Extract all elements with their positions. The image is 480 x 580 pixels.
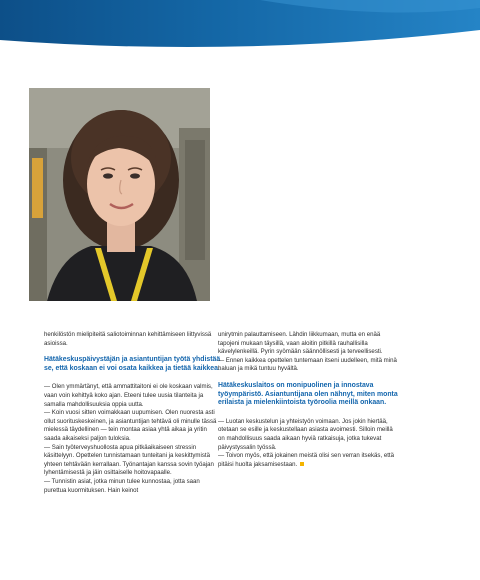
right-paragraph-2: — Ennen kaikkea opettelen tuntemaan itseni uudelleen, mitä minä haluan ja mikä tuntuu hyvältä. <box>218 356 397 373</box>
left-heading: Hätäkeskuspäivystäjän ja asiantuntijan työtä yhdistää se, että koskaan ei voi osata kaikkea ja tietää kaikkea. <box>44 356 221 372</box>
right-paragraph-1: unirytmin palauttamiseen. Lähdin liikkumaan, mutta en enää tapojeni mukaan täysillä, vaan aloitin pitkillä rauhallisilla kävelylenkeillä. Pyrin syömään säännöllisesti ja terveellisesti. <box>218 331 383 356</box>
band-decoration <box>0 0 480 52</box>
intro-text: henkilöstön mielipiteitä saliotoiminnan kehittämiseen liittyvissä asioissa. <box>44 331 212 347</box>
right-paragraph-3: — Luotan keskustelun ja yhteistyön voimaan. Jos jokin hiertää, otetaan se esille ja keskustellaan asiasta avoimesti. Silloin meillä on mahdollisuus saada aikaan hyviä ratkaisuja, jotka tukevat päivystyssalin työssä. <box>218 417 393 451</box>
left-paragraph-4: — Tunnistin asiat, jotka minun tulee kunnostaa, jotta saan purettua kuormituksen. Hain keinot <box>44 477 200 494</box>
right-column <box>218 331 398 469</box>
left-column <box>44 331 222 495</box>
closing-text: — Toivon myös, että jokainen meistä olisi sen verran itsekäs, että pitäisi huolta jaksamisestaan. <box>218 452 395 468</box>
left-paragraph-1: — Olen ymmärtänyt, että ammattitaitoni ei ole koskaan valmis, vaan voin kehittyä koko ajan. Eteeni tulee uusia tilanteita ja samalla mahdollisuuksia oppia uutta. <box>44 383 213 408</box>
right-heading: Hätäkeskuslaitos on monipuolinen ja innostava työympäristö. Asiantuntijana olen nähnyt, miten monta erilaista ja mielenkiintoista työroolia meillä onkaan. <box>218 381 398 407</box>
right-paragraph-4 <box>218 452 398 469</box>
left-paragraph-2: — Koin vuosi sitten voimakkaan uupumisen. Olen nuoresta asti ollut suorituskeskeinen, ja asiantuntijan tehtävä oli minulle tässä mielessä täydellinen — tein montaa asiaa yhtä aikaa ja yritin saada aikaiseksi paljon tuloksia. <box>44 409 217 442</box>
portrait-photo <box>29 88 210 301</box>
end-mark-icon <box>300 462 304 466</box>
left-paragraph-3: — Sain työterveyshuollosta apua pitkäaikaiseen stressin käsittelyyn. Opettelen tunnistamaan tunteitani ja keskittymistä yhteen tehtävään kerrallaan. Työnantajan kanssa sovin työajan lyhentämisestä ja jäin osittaiselle hoitovapaalle. <box>44 443 214 477</box>
header-band <box>0 0 480 52</box>
